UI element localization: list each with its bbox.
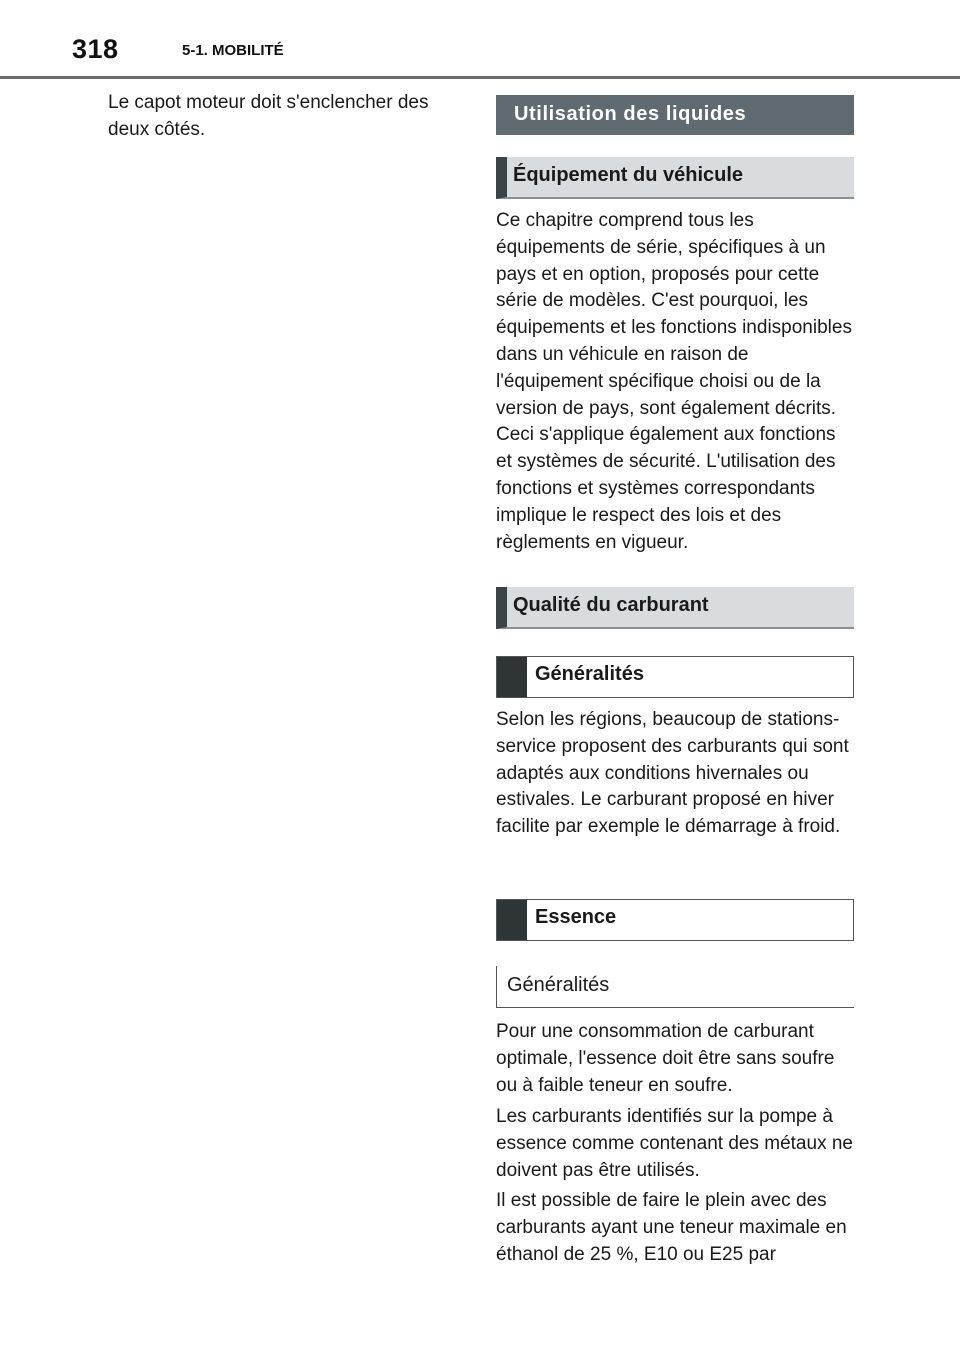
page-number: 318 xyxy=(72,34,119,64)
heading-petrol-label: Essence xyxy=(535,906,617,928)
heading-vehicle-equipment: Équipement du véhicule xyxy=(496,157,854,199)
general-paragraph: Selon les régions, beaucoup de stations-service proposent des carburants qui sont adaptés aux conditions hivernales ou estivales. Le carburant proposé en hiver facilite par exemple le démarrage à froid. xyxy=(496,709,849,838)
heading-petrol-general: Généralités xyxy=(496,966,854,1008)
left-column xyxy=(108,90,458,144)
petrol-paragraph-metals: Les carburants identifiés sur la pompe à essence comme contenant des métaux ne doivent pas être utilisés. xyxy=(496,1106,853,1181)
heading-fuel-quality: Qualité du carburant xyxy=(496,587,854,629)
heading-general-label: Généralités xyxy=(535,663,644,685)
hood-latch-text: Le capot moteur doit s'enclencher des deux côtés. xyxy=(108,92,429,140)
heading-general xyxy=(496,656,854,698)
heading-marker xyxy=(497,657,527,697)
petrol-paragraph-sulfur: Pour une consommation de carburant optimale, l'essence doit être sans soufre ou à faible teneur en soufre. xyxy=(496,1021,835,1096)
petrol-paragraph-ethanol: Il est possible de faire le plein avec des carburants ayant une teneur maximale en éthanol de 25 %, E10 ou E25 par xyxy=(496,1190,847,1265)
page-header xyxy=(0,0,960,80)
header-divider xyxy=(0,76,960,79)
section-title-liquids: Utilisation des liquides xyxy=(496,95,854,135)
chapter-title: 5-1. MOBILITÉ xyxy=(182,42,284,59)
equipment-paragraph: Ce chapitre comprend tous les équipements de série, spécifiques à un pays et en option, proposés pour cette série de modèles. C'est pourquoi, les équipements et les fonctions indisponibles dans un véhicule en raison de l'équipement spécifique choisi ou de la version de pays, sont également décrits. Ceci s'applique également aux fonctions et systèmes de sécurité. L'utilisation des fonctions et systèmes correspondants implique le respect des lois et des règlements en vigueur. xyxy=(496,210,852,553)
heading-marker xyxy=(497,900,527,940)
heading-petrol xyxy=(496,899,854,941)
